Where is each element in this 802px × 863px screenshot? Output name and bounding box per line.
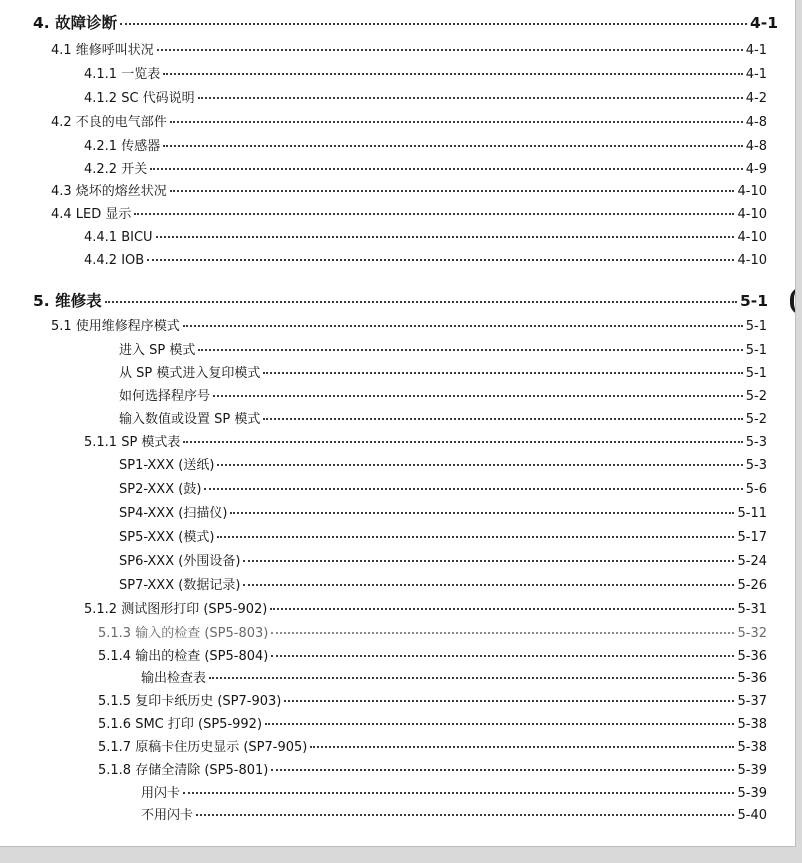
toc-entry-sp1 (119, 457, 767, 475)
toc-leader-dots (263, 372, 742, 374)
toc-entry-page: 5-1 (745, 366, 767, 381)
toc-leader-dots (183, 792, 734, 794)
toc-entry-5-1-6 (98, 716, 767, 734)
toc-entry-title: 4.1.2 SC 代码说明 (84, 91, 195, 106)
toc-entry-without-flash-card (141, 807, 767, 825)
toc-entry-sp7 (119, 577, 767, 595)
toc-entry-page: 4-10 (737, 253, 767, 268)
toc-entry-page: 5-1 (745, 319, 767, 334)
toc-leader-dots (183, 325, 743, 327)
toc-leader-dots (150, 168, 743, 170)
toc-entry-5-1-7 (98, 739, 767, 757)
toc-entry-title: 5.1.8 存储全清除 (SP5-801) (98, 763, 269, 778)
toc-leader-dots (105, 301, 737, 303)
toc-entry-5-1-4 (98, 648, 767, 666)
toc-entry-sp6 (119, 553, 767, 571)
toc-entry-title: 从 SP 模式进入复印模式 (119, 366, 261, 381)
toc-entry-4-4-2 (84, 252, 767, 270)
toc-leader-dots (217, 536, 734, 538)
toc-entry-chapter-4 (33, 13, 778, 33)
toc-leader-dots (134, 213, 734, 215)
toc-entry-sp4 (119, 505, 767, 523)
toc-leader-dots (230, 512, 734, 514)
toc-entry-sp2 (119, 481, 767, 499)
toc-leader-dots (120, 23, 747, 25)
toc-entry-4-4-1 (84, 229, 767, 247)
toc-leader-dots (198, 349, 742, 351)
toc-leader-dots (310, 746, 734, 748)
toc-leader-dots (196, 814, 734, 816)
toc-entry-4-3 (51, 183, 767, 201)
toc-entry-title: 5. 维修表 (33, 292, 102, 310)
toc-leader-dots (183, 441, 742, 443)
toc-entry-title: 5.1.7 原稿卡住历史显示 (SP7-905) (98, 740, 308, 755)
toc-entry-5-1 (51, 318, 767, 336)
scan-edge-mark (790, 287, 796, 315)
toc-entry-page: 4-10 (737, 230, 767, 245)
toc-entry-5-1-8 (98, 762, 767, 780)
toc-entry-title: 进入 SP 模式 (119, 343, 196, 358)
toc-entry-page: 5-6 (745, 482, 767, 497)
toc-entry-title: 5.1.5 复印卡纸历史 (SP7-903) (98, 694, 282, 709)
toc-entry-title: SP7-XXX (数据记录) (119, 578, 241, 593)
toc-entry-4-4 (51, 206, 767, 224)
toc-entry-page: 4-8 (745, 115, 767, 130)
toc-leader-dots (156, 236, 735, 238)
toc-entry-4-1-1 (84, 66, 767, 84)
toc-entry-5-1-2 (84, 601, 767, 619)
toc-leader-dots (263, 418, 742, 420)
toc-leader-dots (170, 121, 743, 123)
toc-leader-dots (265, 723, 734, 725)
toc-entry-page: 5-1 (739, 292, 768, 310)
toc-entry-title: 不用闪卡 (141, 808, 194, 823)
toc-leader-dots (163, 145, 743, 147)
toc-leader-dots (271, 632, 734, 634)
toc-entry-page: 4-1 (749, 14, 778, 32)
toc-entry-page: 5-26 (737, 578, 767, 593)
toc-leader-dots (209, 677, 734, 679)
toc-entry-chapter-5 (33, 291, 768, 311)
toc-leader-dots (213, 395, 743, 397)
toc-entry-output-check-table (141, 670, 767, 688)
toc-entry-title: SP2-XXX (鼓) (119, 482, 202, 497)
toc-leader-dots (284, 700, 734, 702)
toc-entry-page: 5-24 (737, 554, 767, 569)
toc-entry-title: 4.4.2 IOB (84, 253, 145, 268)
toc-leader-dots (198, 97, 743, 99)
toc-leader-dots (204, 488, 742, 490)
toc-entry-page: 5-31 (737, 602, 767, 617)
toc-entry-title: 用闪卡 (141, 786, 181, 801)
toc-entry-title: 4.2 不良的电气部件 (51, 115, 167, 130)
toc-entry-input-values (119, 411, 767, 429)
toc-entry-page: 5-17 (737, 530, 767, 545)
toc-leader-dots (170, 190, 735, 192)
toc-leader-dots (271, 769, 734, 771)
toc-entry-5-1-3 (98, 625, 767, 643)
toc-leader-dots (270, 608, 734, 610)
toc-entry-title: 4.4 LED 显示 (51, 207, 132, 222)
toc-entry-4-2 (51, 114, 767, 132)
toc-leader-dots (271, 655, 734, 657)
toc-entry-page: 4-1 (745, 43, 767, 58)
toc-entry-page: 5-38 (737, 740, 767, 755)
toc-entry-page: 5-3 (745, 435, 767, 450)
toc-entry-title: 如何选择程序号 (119, 389, 211, 404)
toc-entry-title: 5.1.6 SMC 打印 (SP5-992) (98, 717, 263, 732)
toc-entry-title: 5.1.3 输入的检查 (SP5-803) (98, 626, 269, 641)
toc-entry-title: 4.3 烧坏的熔丝状况 (51, 184, 167, 199)
toc-entry-page: 5-37 (737, 694, 767, 709)
toc-entry-4-2-2 (84, 161, 767, 179)
toc-entry-title: 5.1 使用维修程序模式 (51, 319, 180, 334)
toc-entry-title: 输出检查表 (141, 671, 207, 686)
toc-leader-dots (147, 259, 734, 261)
toc-entry-enter-sp (119, 342, 767, 360)
toc-leader-dots (243, 584, 734, 586)
toc-entry-sp-to-copy (119, 365, 767, 383)
toc-entry-with-flash-card (141, 785, 767, 803)
toc-entry-title: 5.1.4 输出的检查 (SP5-804) (98, 649, 269, 664)
toc-entry-page: 4-10 (737, 207, 767, 222)
toc-entry-title: 4.1.1 一览表 (84, 67, 161, 82)
toc-entry-page: 4-1 (745, 67, 767, 82)
toc-entry-page: 5-39 (737, 786, 767, 801)
toc-entry-page: 4-2 (745, 91, 767, 106)
toc-entry-title: SP1-XXX (送纸) (119, 458, 215, 473)
toc-entry-sp5 (119, 529, 767, 547)
toc-entry-page: 5-36 (737, 649, 767, 664)
toc-entry-page: 5-36 (737, 671, 767, 686)
toc-entry-title: 4.2.2 开关 (84, 162, 148, 177)
toc-entry-page: 5-2 (745, 389, 767, 404)
toc-entry-5-1-5 (98, 693, 767, 711)
toc-entry-title: SP6-XXX (外围设备) (119, 554, 241, 569)
toc-entry-title: 4. 故障诊断 (33, 14, 118, 32)
toc-entry-page: 5-40 (737, 808, 767, 823)
toc-entry-title: SP4-XXX (扫描仪) (119, 506, 228, 521)
toc-entry-page: 4-9 (745, 162, 767, 177)
toc-leader-dots (157, 49, 743, 51)
toc-entry-4-1-2 (84, 90, 767, 108)
toc-entry-page: 5-3 (745, 458, 767, 473)
toc-entry-4-2-1 (84, 138, 767, 156)
toc-leader-dots (243, 560, 734, 562)
toc-entry-page: 4-8 (745, 139, 767, 154)
toc-entry-title: 4.1 维修呼叫状况 (51, 43, 154, 58)
toc-entry-title: 5.1.1 SP 模式表 (84, 435, 181, 450)
toc-entry-title: 输入数值或设置 SP 模式 (119, 412, 261, 427)
toc-entry-title: 5.1.2 测试图形打印 (SP5-902) (84, 602, 268, 617)
toc-entry-select-program (119, 388, 767, 406)
toc-entry-4-1 (51, 42, 767, 60)
toc-entry-page: 5-11 (737, 506, 767, 521)
toc-entry-page: 5-1 (745, 343, 767, 358)
toc-entry-title: 4.4.1 BICU (84, 230, 153, 245)
toc-entry-title: 4.2.1 传感器 (84, 139, 161, 154)
toc-leader-dots (217, 464, 742, 466)
toc-entry-page: 5-38 (737, 717, 767, 732)
toc-entry-page: 5-39 (737, 763, 767, 778)
toc-entry-page: 5-2 (745, 412, 767, 427)
toc-entry-page: 5-32 (737, 626, 767, 641)
toc-entry-page: 4-10 (737, 184, 767, 199)
toc-leader-dots (163, 73, 743, 75)
toc-entry-5-1-1 (84, 434, 767, 452)
toc-entry-title: SP5-XXX (模式) (119, 530, 215, 545)
